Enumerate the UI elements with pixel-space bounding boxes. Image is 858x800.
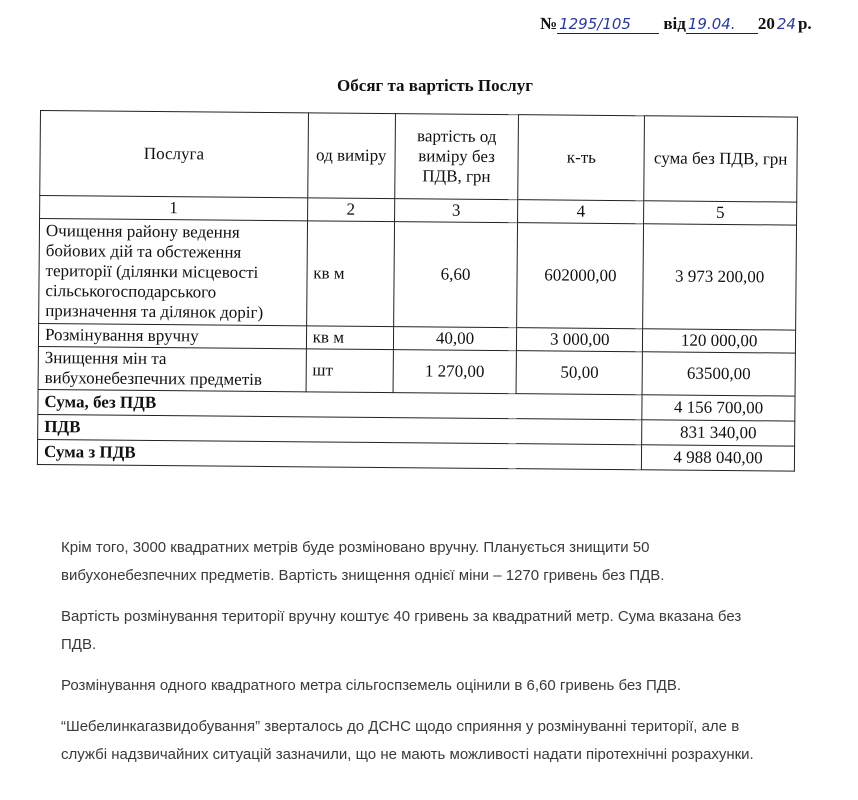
service-name: Очищення району ведення бойових дій та обстеження території (ділянки місцевості сільськогосподарського призначення та ділянок доріг) bbox=[39, 219, 308, 326]
total-value: 4 156 700,00 bbox=[642, 395, 795, 421]
column-number: 3 bbox=[394, 199, 518, 223]
header-cell: вартість од виміру без ПДВ, грн bbox=[394, 114, 519, 200]
header-cell: сума без ПДВ, грн bbox=[644, 116, 798, 202]
article-paragraph: Розмінування одного квадратного метра сільгоспземель оцінили в 6,60 гривень без ПДВ. bbox=[61, 677, 682, 694]
handwritten-year: 24 bbox=[776, 15, 796, 33]
column-number: 2 bbox=[307, 198, 394, 222]
header-cell: од виміру bbox=[307, 113, 395, 199]
date-prefix: від bbox=[663, 14, 686, 33]
unit-price: 6,60 bbox=[393, 222, 518, 328]
sum: 120 000,00 bbox=[643, 329, 796, 353]
vat-value: 831 340,00 bbox=[642, 420, 795, 446]
table-row bbox=[39, 219, 797, 331]
article-paragraph: Крім того, 3000 квадратних метрів буде розміновано вручну. Планується знищити 50 вибухонебезпечних предметів. Вартість знищення однієї міни – 1270 гривень без ПДВ. bbox=[61, 539, 665, 584]
document-title: Обсяг та вартість Послуг bbox=[337, 76, 533, 95]
handwritten-number: 1295/105 bbox=[557, 15, 659, 34]
column-number: 5 bbox=[644, 201, 797, 225]
column-number: 4 bbox=[518, 200, 644, 224]
unit: кв м bbox=[306, 326, 393, 350]
unit-price: 1 270,00 bbox=[393, 350, 517, 394]
article-body bbox=[61, 534, 761, 782]
article-paragraph: “Шебелинкагазвидобування” зверталось до ДСНС щодо сприяння у розмінуванні території, але в службі надзвичайних ситуацій зазначили, що не мають можливості надати піротехнічні розрахунки. bbox=[61, 718, 754, 763]
service-name: Знищення мін та вибухонебезпечних предметів bbox=[38, 346, 306, 391]
header-cell: Послуга bbox=[40, 111, 308, 198]
total-label: Сума, без ПДВ bbox=[38, 389, 642, 419]
article-paragraph: Вартість розмінування території вручну коштує 40 гривень за квадратний метр. Сума вказана без ПДВ. bbox=[61, 608, 742, 653]
quantity: 50,00 bbox=[516, 351, 642, 395]
service-name: Розмінування вручну bbox=[38, 323, 306, 348]
quantity: 3 000,00 bbox=[517, 328, 643, 352]
sum: 3 973 200,00 bbox=[643, 224, 797, 330]
table-row bbox=[38, 346, 795, 396]
document-number-line bbox=[540, 14, 812, 34]
header-cell: к-ть bbox=[518, 115, 645, 201]
table-header-row bbox=[40, 111, 798, 203]
quantity: 602000,00 bbox=[517, 223, 644, 329]
services-table bbox=[37, 110, 798, 472]
year-suffix: р. bbox=[797, 14, 812, 33]
grand-total-label: Сума з ПДВ bbox=[37, 439, 641, 469]
unit: шт bbox=[306, 349, 393, 393]
grand-total-value: 4 988 040,00 bbox=[642, 445, 795, 471]
vat-label: ПДВ bbox=[38, 414, 642, 444]
grand-total-row bbox=[37, 439, 794, 471]
column-number: 1 bbox=[40, 196, 308, 221]
sum: 63500,00 bbox=[642, 352, 795, 396]
number-prefix: № bbox=[540, 14, 558, 33]
handwritten-date: 19.04. bbox=[686, 15, 758, 34]
year-prefix: 20 bbox=[757, 14, 775, 33]
unit-price: 40,00 bbox=[393, 327, 517, 351]
unit: кв м bbox=[306, 221, 394, 327]
